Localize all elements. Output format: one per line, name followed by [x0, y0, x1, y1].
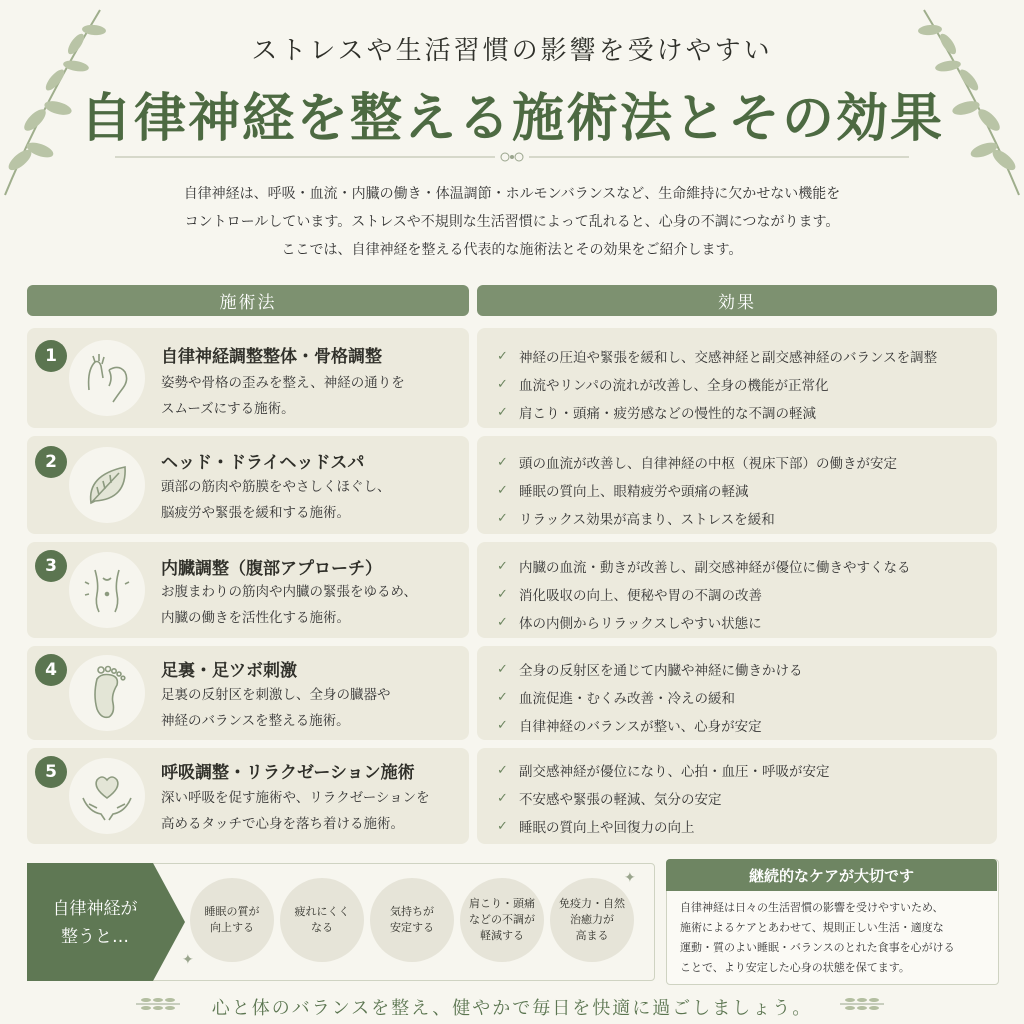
description-line: 神経のバランスを整える施術。 — [161, 713, 350, 729]
step-number: 1 — [35, 340, 67, 372]
effect-item — [497, 504, 897, 532]
effect-item — [497, 448, 897, 476]
description-line: 足裏の反射区を刺激し、全身の臓器や — [161, 687, 391, 703]
effect-text: 血流やリンパの流れが改善し、全身の機能が正常化 — [519, 378, 829, 394]
check-icon: ✓ — [497, 762, 508, 778]
column-header-effect: 効果 — [477, 285, 997, 316]
effect-text: 睡眠の質向上や回復力の向上 — [519, 820, 695, 836]
description-line: スムーズにする施術。 — [161, 401, 295, 417]
effect-text: 睡眠の質向上、眼精疲労や頭痛の軽減 — [519, 484, 749, 500]
check-icon: ✓ — [497, 717, 508, 733]
effect-item — [497, 552, 911, 580]
summary-label — [40, 895, 150, 951]
effect-item — [497, 711, 803, 739]
check-icon: ✓ — [497, 376, 508, 392]
description-line: 深い呼吸を促す施術や、リラクゼーションを — [161, 790, 430, 806]
description-line: 頭部の筋肉や筋膜をやさしくほぐし、 — [161, 479, 391, 495]
check-icon: ✓ — [497, 482, 508, 498]
check-icon: ✓ — [497, 661, 508, 677]
massage-hands-icon — [69, 340, 145, 416]
benefit-text: 疲れにくく — [294, 905, 350, 918]
step-number: 5 — [35, 756, 67, 788]
subtitle: ストレスや生活習慣の影響を受けやすい — [251, 36, 773, 66]
effect-item — [497, 342, 937, 370]
effect-item — [497, 370, 937, 398]
effect-text: 不安感や緊張の軽減、気分の安定 — [519, 792, 722, 808]
effect-text: 血流促進・むくみ改善・冷えの緩和 — [519, 691, 735, 707]
check-icon: ✓ — [497, 586, 508, 602]
benefit-text: 気持ちが — [390, 905, 434, 918]
technique-description — [161, 579, 417, 631]
benefit-text: 高まる — [575, 929, 609, 942]
technique-row — [27, 748, 469, 844]
intro-line: ここでは、自律神経を整える代表的な施術法とその効果をご紹介します。 — [281, 242, 743, 258]
effect-item — [497, 784, 830, 812]
footer-message: 心と体のバランスを整え、健やかで毎日を快適に過ごしましょう。 — [211, 998, 813, 1019]
care-title: 継続的なケアが大切です — [666, 859, 997, 891]
technique-row — [27, 328, 469, 428]
care-text — [680, 898, 990, 978]
summary-label-line: 自律神経が — [52, 899, 138, 919]
effect-text: 内臓の血流・動きが改善し、副交感神経が優位に働きやすくなる — [519, 560, 911, 576]
benefit-circle — [550, 878, 634, 962]
effect-text: 頭の血流が改善し、自律神経の中枢（視床下部）の働きが安定 — [519, 456, 897, 472]
benefit-text: 免疫力・自然 — [559, 897, 625, 910]
description-line: 姿勢や骨格の歪みを整え、神経の通りを — [161, 375, 405, 391]
effect-item — [497, 476, 897, 504]
check-icon: ✓ — [497, 614, 508, 630]
description-line: 内臓の働きを活性化する施術。 — [161, 610, 350, 626]
benefit-text: なる — [311, 921, 333, 934]
column-header-technique: 施術法 — [27, 285, 469, 316]
technique-name: 内臓調整（腹部アプローチ） — [161, 559, 382, 579]
effect-item — [497, 398, 937, 426]
effect-item — [497, 812, 830, 840]
effect-row — [477, 328, 997, 428]
step-number: 3 — [35, 550, 67, 582]
page-title: 自律神経を整える施術法とその効果 — [79, 88, 944, 149]
care-line: 施術によるケアとあわせて、規則正しい生活・適度な — [680, 921, 944, 934]
effect-row — [477, 436, 997, 534]
abdomen-icon — [69, 552, 145, 628]
intro-line: コントロールしています。ストレスや不規則な生活習慣によって乱れると、心身の不調につながります。 — [184, 214, 840, 230]
check-icon: ✓ — [497, 454, 508, 470]
intro-line: 自律神経は、呼吸・血流・内臓の働き・体温調節・ホルモンバランスなど、生命維持に欠かせない機能を — [183, 186, 841, 202]
foot-icon — [69, 655, 145, 731]
technique-description — [161, 785, 430, 837]
effect-row — [477, 646, 997, 740]
technique-row — [27, 542, 469, 638]
description-line: 高めるタッチで心身を落ち着ける施術。 — [161, 816, 404, 832]
benefit-circle — [280, 878, 364, 962]
step-number: 2 — [35, 446, 67, 478]
effect-row — [477, 542, 997, 638]
description-line: お腹まわりの筋肉や内臓の緊張をゆるめ、 — [161, 584, 417, 600]
leaf-icon — [69, 447, 145, 523]
effect-item — [497, 683, 803, 711]
benefit-text: 治癒力が — [570, 913, 614, 926]
description-line: 脳疲労や緊張を緩和する施術。 — [161, 505, 350, 521]
benefit-text: 向上する — [210, 921, 254, 934]
technique-description — [161, 474, 391, 526]
intro-text — [100, 180, 924, 264]
effect-item — [497, 608, 911, 636]
heart-hands-icon — [69, 758, 145, 834]
sparkle-icon: ✦ — [624, 870, 636, 886]
care-line: 運動・質のよい睡眠・バランスのとれた食事を心がける — [680, 941, 955, 954]
technique-row — [27, 436, 469, 534]
technique-description — [161, 370, 405, 422]
effect-item — [497, 655, 803, 683]
benefit-circle — [370, 878, 454, 962]
benefit-text: 安定する — [390, 921, 434, 934]
technique-description — [161, 682, 391, 734]
technique-name: 自律神経調整整体・骨格調整 — [161, 347, 382, 367]
technique-row — [27, 646, 469, 740]
effect-item — [497, 580, 911, 608]
check-icon: ✓ — [497, 689, 508, 705]
effect-text: 神経の圧迫や緊張を緩和し、交感神経と副交感神経のバランスを調整 — [519, 350, 938, 366]
care-line: 自律神経は日々の生活習慣の影響を受けやすいため、 — [680, 901, 944, 914]
technique-name: ヘッド・ドライヘッドスパ — [161, 453, 365, 473]
effect-text: 全身の反射区を通じて内臓や神経に働きかける — [519, 663, 803, 679]
effect-text: リラックス効果が高まり、ストレスを緩和 — [519, 512, 775, 528]
check-icon: ✓ — [497, 818, 508, 834]
effect-text: 肩こり・頭痛・疲労感などの慢性的な不調の軽減 — [519, 406, 816, 422]
leaf-sprig-right-icon — [838, 994, 886, 1014]
benefit-circle — [460, 878, 544, 962]
effect-item — [497, 756, 830, 784]
effect-row — [477, 748, 997, 844]
effect-text: 体の内側からリラックスしやすい状態に — [519, 616, 762, 632]
sparkle-icon: ✦ — [182, 952, 194, 968]
effect-text: 消化吸収の向上、便秘や胃の不調の改善 — [519, 588, 762, 604]
step-number: 4 — [35, 654, 67, 686]
check-icon: ✓ — [497, 348, 508, 364]
technique-name: 足裏・足ツボ刺激 — [161, 661, 297, 681]
benefit-text: 睡眠の質が — [204, 905, 260, 918]
technique-name: 呼吸調整・リラクゼーション施術 — [161, 763, 415, 783]
benefit-text: などの不調が — [469, 913, 535, 926]
care-line: ことで、より安定した心身の状態を保てます。 — [680, 961, 910, 974]
summary-label-line: 整うと… — [61, 927, 129, 947]
benefit-text: 軽減する — [480, 929, 524, 942]
effect-text: 自律神経のバランスが整い、心身が安定 — [519, 719, 762, 735]
effect-text: 副交感神経が優位になり、心拍・血圧・呼吸が安定 — [519, 764, 830, 780]
check-icon: ✓ — [497, 790, 508, 806]
check-icon: ✓ — [497, 510, 508, 526]
benefit-text: 肩こり・頭痛 — [469, 897, 535, 910]
check-icon: ✓ — [497, 558, 508, 574]
check-icon: ✓ — [497, 404, 508, 420]
benefit-circle — [190, 878, 274, 962]
title-divider — [115, 152, 909, 162]
